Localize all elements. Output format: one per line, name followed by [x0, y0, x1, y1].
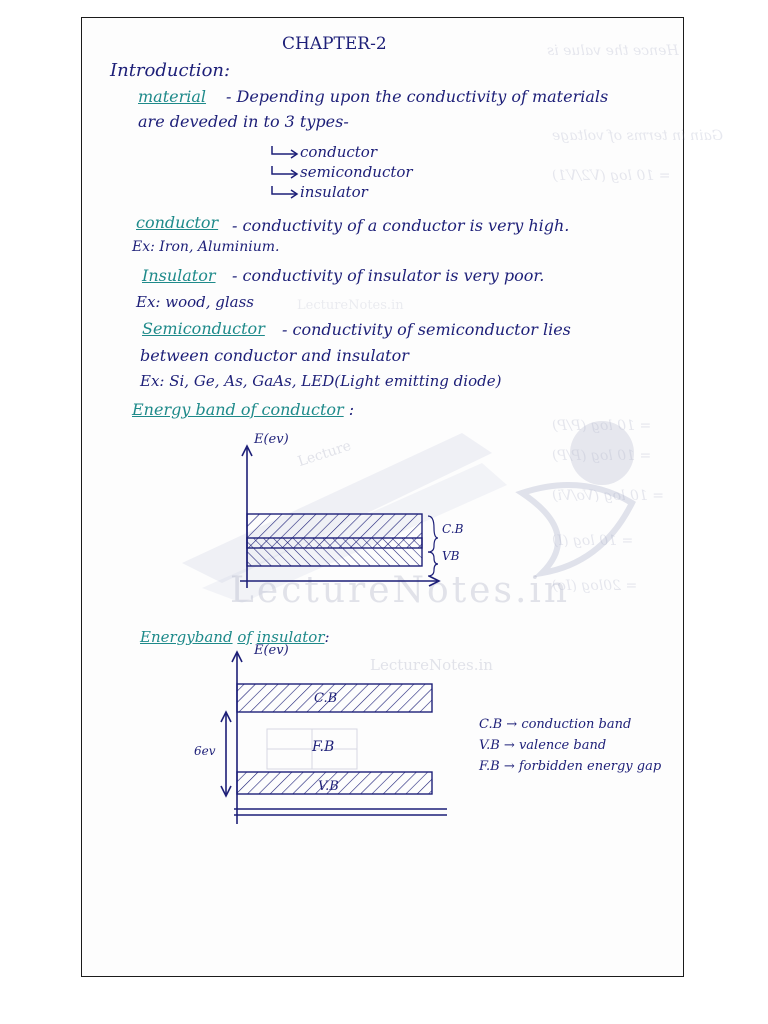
conductor-example: Ex: Iron, Aluminium. — [132, 239, 280, 255]
insulator-band-heading-link: insulator — [256, 628, 325, 646]
insulator-fb-label: F.B — [312, 739, 335, 755]
show-through-text: = 10 log (P/P) — [552, 418, 652, 434]
conductor-vb-band — [247, 538, 422, 566]
watermark-logo-word: Lecture — [295, 437, 354, 471]
legend-cb: C.B → conduction band — [479, 717, 632, 732]
show-through-text: Hence the value is — [547, 43, 679, 59]
insulator-text: - conductivity of insulator is very poor. — [232, 266, 545, 285]
conductor-cb-label: C.B — [442, 522, 464, 536]
insulator-label: Insulator — [142, 266, 216, 285]
show-through-text: = 10 log (P/P) — [552, 448, 652, 464]
insulator-band-heading-mid: of — [237, 628, 252, 646]
semiconductor-text: - conductivity of semiconductor lies — [282, 320, 571, 339]
insulator-example: Ex: wood, glass — [136, 293, 255, 311]
type-semiconductor: semiconductor — [300, 163, 413, 181]
show-through-text: = 10 log (V2/V1) — [552, 168, 671, 184]
intro-heading: Introduction: — [110, 60, 231, 81]
conductor-band-heading-pre: Energy band of — [132, 400, 262, 419]
conductor-axis-label: E(ev) — [254, 432, 289, 447]
watermark-brand-small: LectureNotes.in — [370, 656, 493, 674]
material-text: - Depending upon the conductivity of materials — [226, 87, 609, 106]
insulator-gap-label: 6ev — [194, 744, 216, 758]
conductor-band-diagram — [232, 428, 472, 593]
show-through-text: Gain in terms of voltage — [552, 128, 724, 144]
legend-vb: V.B → valence band — [479, 738, 607, 753]
type-insulator: insulator — [300, 183, 368, 201]
show-through-text: = 10 log (Vo/Vi) — [552, 488, 664, 504]
conductor-band-heading-post: : — [343, 400, 355, 419]
show-through-text: = 10 log (I) — [552, 533, 634, 549]
show-through-text: = 20log (Io) — [552, 578, 638, 594]
watermark-brand: LectureNotes.in — [230, 570, 571, 611]
material-text-2: are deveded in to 3 types- — [138, 112, 349, 131]
semiconductor-label: Semiconductor — [142, 319, 265, 338]
conductor-band-heading-link: conductor — [261, 400, 344, 419]
material-label: material — [138, 87, 207, 106]
insulator-vb-label: V.B — [318, 779, 339, 794]
insulator-cb-label: C.B — [314, 691, 338, 706]
insulator-band-heading — [140, 630, 330, 645]
insulator-band-heading-pre: Energyband — [140, 628, 233, 646]
legend-fb: F.B → forbidden energy gap — [479, 759, 662, 774]
semiconductor-text-2: between conductor and insulator — [140, 346, 409, 365]
notebook-page — [81, 17, 724, 977]
chapter-title: CHAPTER-2 — [282, 34, 387, 54]
semiconductor-example: Ex: Si, Ge, As, GaAs, LED(Light emitting diode) — [140, 372, 502, 390]
conductor-vb-label: VB — [442, 549, 460, 563]
insulator-axis-label: E(ev) — [254, 643, 289, 658]
watermark-brand-faint: LectureNotes.in — [297, 298, 404, 313]
conductor-label: conductor — [136, 213, 219, 232]
insulator-band-heading-post: : — [324, 628, 330, 646]
conductor-band-heading — [132, 402, 354, 418]
type-conductor: conductor — [300, 143, 377, 161]
conductor-text: - conductivity of a conductor is very high. — [232, 216, 570, 235]
